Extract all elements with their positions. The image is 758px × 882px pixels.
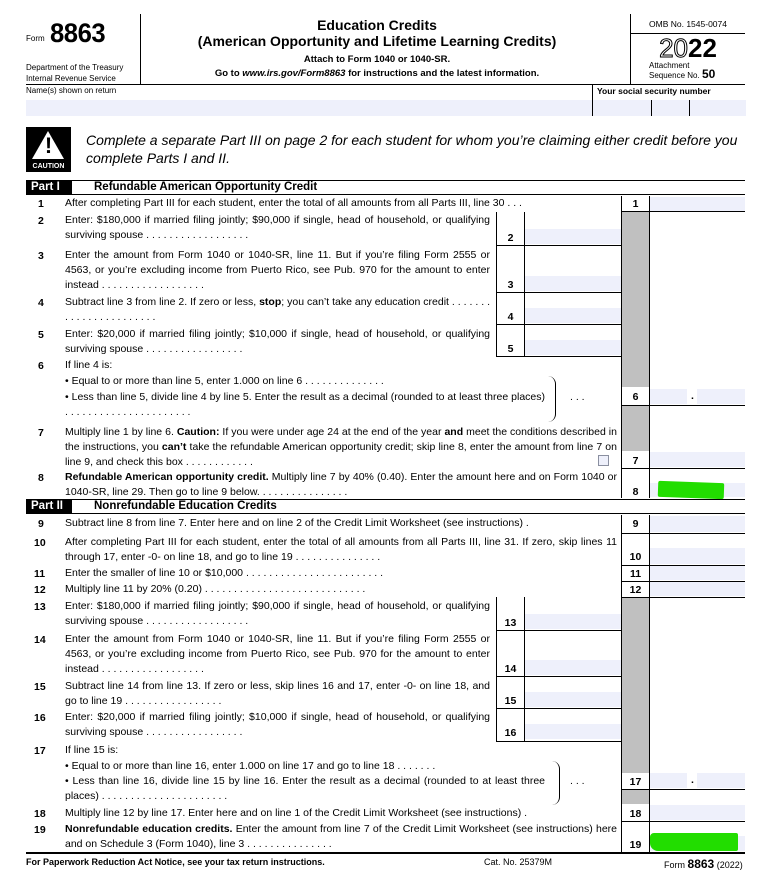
line-10-text: After completing Part III for each student, enter the total of all amounts from all Parts III, line 31. If zero, skip lines 11 through 17, enter -0- on line 18, and go to line 19 . . . . . . . . . . . . . . . [65,536,617,563]
line-5-text: Enter: $20,000 if married filing jointly; $10,000 if single, head of household, or qualifying surviving spouse . . . . . . . . . . . . . . . . . [65,328,490,355]
line-11-box-label: 11 [621,568,649,580]
line-4-box-label: 4 [507,311,514,323]
line-9-box-label: 9 [621,518,649,530]
brace [548,376,556,422]
caution-message: Complete a separate Part III on page 2 for each student for whom you’re claiming either credit before you complete Parts I and II. [86,132,738,166]
green-highlight-mark [658,481,725,499]
rule [621,211,745,212]
rule [496,708,621,709]
line-7-text: Multiply line 1 by line 6. Caution: If you were under age 24 at the end of the year and meet the conditions described in the instructions, you can’t take the refundable American opportunity credit; skip line 8, enter the amount from line 7 on line 9, and check this box . . . . . . . . . . . . [65,426,617,468]
form-subtitle: (American Opportunity and Lifetime Learning Credits) [197,33,557,49]
irs-link[interactable]: www.irs.gov/Form8863 [242,68,346,79]
line-13-text: Enter: $180,000 if married filing jointly; $90,000 if single, head of household, or qualifying surviving spouse . . . . . . . . . . . . . . . . . . [65,600,490,627]
line-11-text: Enter the smaller of line 10 or $10,000 . . . . . . . . . . . . . . . . . . . . . . . . [65,567,384,579]
line-18-text: Multiply line 12 by line 17. Enter here and on line 1 of the Credit Limit Worksheet (see instructions) . [65,807,528,819]
line-12-box-label: 12 [621,584,649,596]
caution-icon: ! CAUTION [26,127,71,172]
line-16-box-label: 16 [504,727,517,739]
paperwork-notice: For Paperwork Reduction Act Notice, see your tax return instructions. [26,857,325,867]
line-number: 18 [34,808,46,820]
rule [496,245,621,246]
part1-header [26,180,745,195]
line-16-amount-input[interactable] [525,724,621,739]
line-number: 9 [38,518,44,530]
line-number: 2 [38,215,44,227]
line-1-amount-input[interactable] [650,197,745,211]
line-4-text: Subtract line 3 from line 2. If zero or less, stop; you can’t take any education credit . . . . . . . . . . . . . . . . . . . . . . . [65,296,490,323]
line-number: 8 [38,472,44,484]
line-13-amount-input[interactable] [525,614,621,629]
line-3-amount-input[interactable] [525,276,621,291]
column-rule [621,196,622,498]
line-19-text: Nonrefundable education credits. Enter the amount from line 7 of the Credit Limit Worksheet (see instructions) here and on Schedule 3 (Form 1040), line 3 . . . . . . . . . . . . . . . [65,823,618,850]
leader-dots: . . . [570,775,585,787]
identity-row [26,84,745,116]
goto-instruction: Go to www.irs.gov/Form8863 for instructions and the latest information. [214,68,540,79]
line-17-box-label: 17 [621,776,649,788]
line-9-amount-input[interactable] [650,516,745,532]
ssn-block [592,85,745,116]
line-13-box-label: 13 [504,617,517,629]
line-number: 15 [34,681,46,693]
line-number: 11 [34,568,46,580]
name-label: Name(s) shown on return [26,86,117,95]
form-number: 8863 [50,18,106,48]
attachment-sequence: Attachment Sequence No. 50 [649,61,716,81]
line-15-box-label: 15 [504,695,517,707]
form-label: Form [26,34,45,43]
footer-form-id: Form 8863 (2022) [664,857,743,871]
rule [496,676,621,677]
rule [621,405,745,406]
line-4-amount-input[interactable] [525,308,621,323]
part2-title: Nonrefundable Education Credits [94,500,277,512]
rule [621,789,745,790]
shaded-column [621,406,649,451]
shaded-column [621,597,649,773]
line-10-amount-input[interactable] [650,548,745,564]
leader-dots: . . . [570,391,585,403]
form-title-block [142,14,612,84]
attach-instruction: Attach to Form 1040 or 1040-SR. [303,54,451,65]
line-number: 7 [38,427,44,439]
ssn-label: Your social security number [597,86,711,96]
line-6-decimal-input[interactable] [697,389,745,404]
line-17-bullet-2: • Less than line 16, divide line 15 by line 16. Enter the result as a decimal (rounded to at least three places) . . . . . . . . . . . . . . . . . . . . . . [65,775,545,802]
catalog-number: Cat. No. 25379M [484,857,553,867]
line-number: 1 [38,198,44,210]
line-number: 5 [38,329,44,341]
omb-number: OMB No. 1545-0074 [631,14,745,34]
ssn-input[interactable] [593,100,746,116]
line-6-box-label: 6 [621,391,649,403]
name-input[interactable] [26,100,592,116]
rule [621,597,745,598]
line-number: 10 [34,537,46,549]
green-highlight-mark [650,833,738,851]
line-6-intro: If line 4 is: [65,359,113,371]
line-6-bullet-1: • Equal to or more than line 5, enter 1.000 on line 6 . . . . . . . . . . . . . . [65,375,384,387]
line-15-text: Subtract line 14 from line 13. If zero or less, skip lines 16 and 17, enter -0- on line 18, and go to line 19 . . . . . . . . . . . . . . . . . [65,680,490,707]
line-number: 19 [34,824,46,836]
line-9-text: Subtract line 8 from line 7. Enter here and on line 2 of the Credit Limit Worksheet (see instructions) . [65,517,529,529]
line-12-text: Multiply line 11 by 20% (0.20) . . . . . . . . . . . . . . . . . . . . . . . . . . . . [65,583,366,595]
line-1-box-label: 1 [621,198,649,210]
line-14-amount-input[interactable] [525,660,621,675]
part2-tag: Part II [26,500,72,513]
line-17-bullet-1: • Equal to or more than line 16, enter 1.000 on line 17 and go to line 18 . . . . . . . [65,760,436,772]
rule [496,324,621,325]
rule [621,468,745,469]
rule [621,821,745,822]
part1-title: Refundable American Opportunity Credit [94,181,318,193]
shaded-column [621,212,649,387]
line-12-amount-input[interactable] [650,582,745,596]
form-id-block [26,14,141,84]
line-number: 13 [34,601,46,613]
line-17-whole-input[interactable] [650,773,687,788]
line-3-text: Enter the amount from Form 1040 or 1040-SR, line 11. But if you’re filing Form 2555 or 4563, or you’re excluding income from Puerto Rico, see Pub. 970 for the amount to enter instead . . . . . . . . . . . . . . . . . . [65,249,490,291]
line-17-intro: If line 15 is: [65,744,119,756]
rule [496,292,621,293]
decimal-point: . [691,774,694,786]
line-number: 4 [38,297,44,309]
form-title: Education Credits [317,17,437,33]
line-14-box-label: 14 [504,663,517,675]
form-bottom-rule [26,852,745,854]
decimal-point: . [691,390,694,402]
line-number: 14 [34,634,46,646]
omb-year-block [630,14,745,84]
line-2-text: Enter: $180,000 if married filing jointly; $90,000 if single, head of household, or qualifying surviving spouse . . . . . . . . . . . . . . . . . . [65,214,490,241]
line-18-amount-input[interactable] [650,805,745,820]
tax-year: 2022 [659,33,717,63]
line-7-box-label: 7 [621,455,649,467]
rule [496,630,621,631]
line-7-amount-input[interactable] [650,452,745,467]
line-7-checkbox[interactable] [598,455,609,466]
line-number: 6 [38,360,44,372]
brace [552,761,560,805]
line-8-text: Refundable American opportunity credit. Multiply line 7 by 40% (0.40). Enter the amount here and on Form 1040 or 1040-SR, line 29. Then go to line 9 below. . . . . . . . . . . . . . . . [65,471,618,498]
part2-header [26,499,745,514]
line-19-box-label: 19 [621,839,649,851]
rule [496,741,621,742]
rule [496,356,621,357]
line-number: 3 [38,250,44,262]
line-number: 16 [34,712,46,724]
ssn-divider [651,100,652,116]
line-6-bullet-2: • Less than line 5, divide line 4 by line 5. Enter the result as a decimal (rounded to at least three places) . . . . . . . . . . . . . . . . . . . . . . [65,391,545,418]
line-14-text: Enter the amount from Form 1040 or 1040-SR, line 11. But if you’re filing Form 2555 or 4563, or you’re excluding income from Puerto Rico, see Pub. 970 for the amount to enter instead . . . . . . . . . . . . . . . . . . [65,633,490,675]
line-8-box-label: 8 [621,486,649,498]
line-1-text: After completing Part III for each student, enter the total of all amounts from all Parts III, line 30 . . . [65,197,522,209]
line-number: 12 [34,584,46,596]
dept-line-2: Internal Revenue Service [26,74,116,83]
line-5-amount-input[interactable] [525,340,621,355]
line-10-box-label: 10 [621,551,649,563]
line-3-box-label: 3 [507,279,514,291]
line-17-decimal-input[interactable] [697,773,745,788]
shaded-column [621,789,649,804]
line-5-box-label: 5 [507,343,514,355]
line-6-whole-input[interactable] [650,389,687,404]
line-18-box-label: 18 [621,808,649,820]
line-15-amount-input[interactable] [525,692,621,707]
dept-line-1: Department of the Treasury [26,63,124,72]
rule [621,533,745,534]
part1-tag: Part I [26,181,72,194]
department [26,62,123,84]
ssn-divider [689,100,690,116]
line-16-text: Enter: $20,000 if married filing jointly; $10,000 if single, head of household, or qualifying surviving spouse . . . . . . . . . . . . . . . . . [65,711,490,738]
line-2-amount-input[interactable] [525,229,621,244]
line-11-amount-input[interactable] [650,566,745,580]
line-2-box-label: 2 [507,232,514,244]
line-number: 17 [34,745,46,757]
